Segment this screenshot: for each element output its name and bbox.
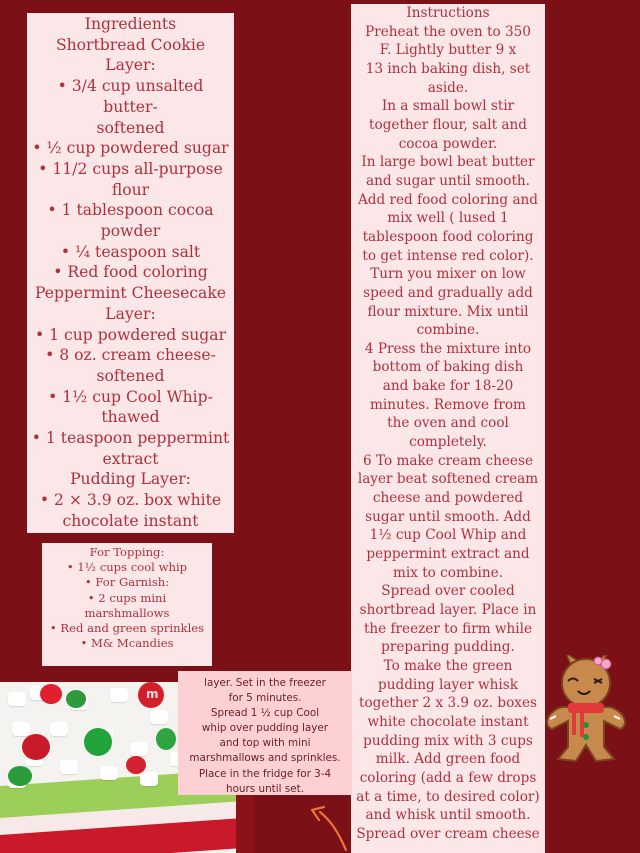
instructions-line: 13 inch baking dish, set bbox=[365, 60, 531, 77]
topping-line: • Red and green sprinkles bbox=[49, 621, 205, 636]
ingredients-line: • 2 × 3.9 oz. box white bbox=[39, 491, 222, 510]
ingredients-line: extract bbox=[102, 449, 159, 468]
ingredients-line: chocolate instant bbox=[62, 511, 199, 530]
topping-line: • M& Mcandies bbox=[80, 636, 174, 651]
ingredients-line: • Red food coloring bbox=[53, 263, 208, 282]
candy-letter: m bbox=[146, 687, 159, 701]
note-line: marshmallows and sprinkles. bbox=[189, 752, 341, 765]
ingredients-line: softened bbox=[96, 118, 165, 137]
ingredients-line: • 11/2 cups all-purpose bbox=[38, 159, 223, 178]
note-line: Spread 1 ½ cup Cool bbox=[210, 707, 320, 720]
ingredients-line: • ¼ teaspoon salt bbox=[60, 242, 201, 261]
instructions-line: aside. bbox=[427, 79, 469, 96]
instructions-line: pudding layer whisk bbox=[378, 676, 518, 693]
instructions-line: together flour, salt and bbox=[369, 116, 527, 133]
instructions-line: white chocolate instant bbox=[367, 713, 529, 730]
ingredients-line: thawed bbox=[101, 408, 160, 427]
instructions-line: at a time, to desired color) bbox=[356, 788, 540, 805]
ingredients-line: • 1½ cup Cool Whip- bbox=[48, 387, 213, 406]
instructions-line: sugar until smooth. Add bbox=[365, 508, 531, 525]
instructions-line: flour mixture. Mix until bbox=[367, 303, 529, 320]
topping-line: marshmallows bbox=[84, 605, 170, 620]
instructions-line: tablespoon food coloring bbox=[362, 228, 534, 245]
instructions-line: combine. bbox=[416, 322, 480, 339]
instructions-line: Spread over cream cheese bbox=[356, 825, 540, 842]
note-line: and top with mini bbox=[219, 737, 311, 750]
ingredients-line: Pudding Layer: bbox=[70, 470, 191, 489]
instructions-line: and whisk until smooth. bbox=[365, 807, 531, 824]
instructions-line: and sugar until smooth. bbox=[365, 172, 530, 189]
instructions-line: the freezer to firm while bbox=[363, 620, 533, 637]
instructions-line: Preheat the oven to 350 bbox=[365, 23, 531, 40]
instructions-line: coloring (add a few drops bbox=[359, 769, 537, 786]
instructions-line: pudding mix with 3 cups bbox=[363, 732, 533, 749]
ingredients-card bbox=[27, 13, 234, 533]
instructions-line: together 2 x 3.9 oz. boxes bbox=[359, 695, 537, 712]
instructions-line: F. Lightly butter 9 x bbox=[379, 42, 517, 59]
note-line: Place in the fridge for 3-4 bbox=[198, 767, 332, 780]
instructions-line: cocoa powder. bbox=[398, 135, 498, 152]
ingredients-line: powder bbox=[100, 222, 161, 241]
instructions-line: the oven and cool bbox=[387, 415, 509, 432]
ingredients-line: softened bbox=[96, 366, 165, 385]
ingredients-line: Ingredients bbox=[84, 15, 177, 33]
instructions-line: To make the green bbox=[383, 657, 513, 674]
ingredients-line: • 8 oz. cream cheese- bbox=[45, 346, 216, 365]
instructions-line: In large bowl beat butter bbox=[361, 154, 535, 171]
instructions-line: shortbread layer. Place in bbox=[359, 602, 537, 618]
instructions-line: 6 To make cream cheese bbox=[362, 452, 534, 469]
instructions-card bbox=[351, 4, 545, 853]
topping-card bbox=[42, 543, 212, 666]
instructions-line: 1½ cup Cool Whip and bbox=[369, 527, 527, 544]
instructions-line: and bake for 18-20 bbox=[382, 378, 514, 395]
instructions-line: milk. Add green food bbox=[375, 751, 521, 768]
instructions-line: In a small bowl stir bbox=[381, 98, 515, 115]
ingredients-line: Peppermint Cheesecake bbox=[34, 284, 227, 303]
ingredients-line: • 3/4 cup unsalted butter- bbox=[57, 77, 204, 116]
ingredients-line: • ½ cup powdered sugar bbox=[32, 139, 229, 158]
instructions-line: preparing pudding. bbox=[381, 639, 515, 656]
note-line: layer. Set in the freezer bbox=[204, 677, 326, 689]
ingredients-line: • 1 tablespoon cocoa bbox=[47, 201, 214, 220]
ingredients-line: Shortbread Cookie Layer: bbox=[55, 35, 206, 75]
instructions-line: 4 Press the mixture into bbox=[364, 340, 532, 357]
ingredients-line: Layer: bbox=[105, 304, 156, 323]
topping-line: • For Garnish: bbox=[84, 575, 170, 590]
instructions-line: mix well ( lused 1 bbox=[387, 210, 509, 227]
instructions-line: minutes. Remove from bbox=[370, 396, 526, 413]
ingredients-line: • 1 cup powdered sugar bbox=[34, 325, 227, 344]
ingredients-line: flour bbox=[111, 180, 150, 199]
curved-arrow-icon bbox=[296, 792, 356, 853]
instructions-line: layer beat softened cream bbox=[357, 471, 539, 488]
instructions-line: to get intense red color). bbox=[362, 247, 534, 264]
topping-line: • 1½ cups cool whip bbox=[66, 560, 188, 575]
instructions-line: Turn you mixer on low bbox=[370, 266, 526, 283]
instructions-line: cheese and powdered bbox=[372, 490, 524, 507]
instructions-line: mix to combine. bbox=[392, 564, 504, 581]
note-line: hours until set. bbox=[225, 782, 305, 795]
ingredients-line: • 1 teaspoon peppermint bbox=[31, 429, 230, 448]
instructions-line: completely. bbox=[409, 434, 487, 451]
instructions-line: Instructions bbox=[406, 5, 490, 21]
topping-line: For Topping: bbox=[89, 545, 165, 559]
note-line: whip over pudding layer bbox=[201, 722, 329, 735]
instructions-line: Spread over cooled bbox=[381, 583, 515, 600]
note-card bbox=[178, 671, 352, 795]
instructions-line: speed and gradually add bbox=[363, 284, 533, 301]
gingerbread-icon bbox=[538, 655, 638, 765]
instructions-line: bottom of baking dish bbox=[372, 359, 524, 376]
topping-line: • 2 cups mini bbox=[87, 590, 167, 605]
instructions-line: Add red food coloring and bbox=[357, 191, 539, 208]
instructions-line: peppermint extract and bbox=[366, 546, 530, 563]
note-line: for 5 minutes. bbox=[228, 692, 302, 705]
